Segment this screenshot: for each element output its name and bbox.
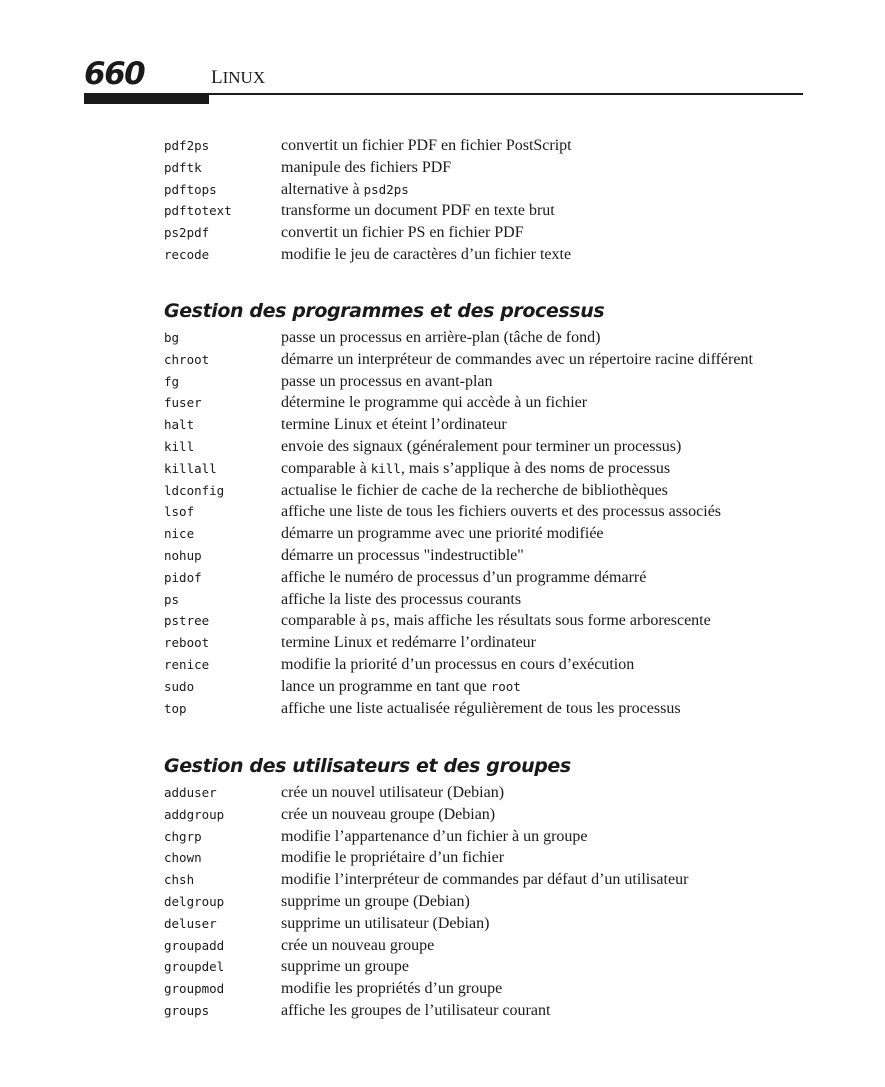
command-row: [164, 871, 824, 893]
command-name: kill: [164, 438, 195, 454]
command-description: [281, 700, 681, 718]
command-name: renice: [164, 656, 210, 672]
description-text: crée un nouveau groupe: [281, 936, 435, 954]
description-text: termine Linux et redémarre l’ordinateur: [281, 634, 536, 652]
command-name: fuser: [164, 395, 202, 411]
description-text: , mais affiche les résultats sous forme arborescente: [385, 612, 711, 630]
command-row: [164, 482, 824, 504]
command-row: [164, 612, 824, 634]
description-text: supprime un groupe (Debian): [281, 892, 470, 910]
command-name: deluser: [164, 915, 217, 931]
description-text: alternative à: [281, 180, 364, 198]
command-name: halt: [164, 417, 195, 433]
command-row: [164, 329, 824, 351]
command-row: [164, 591, 824, 613]
command-name: chroot: [164, 351, 210, 367]
description-text: démarre un interpréteur de commandes avec un répertoire racine différent: [281, 350, 753, 368]
command-description: [281, 958, 409, 976]
command-row: [164, 416, 824, 438]
description-text: détermine le programme qui accède à un fichier: [281, 394, 588, 412]
command-description: [281, 482, 668, 500]
command-description: [281, 438, 681, 456]
description-text: convertit un fichier PS en fichier PDF: [281, 224, 524, 242]
description-text: manipule des fichiers PDF: [281, 158, 452, 176]
command-row: [164, 181, 824, 203]
command-description: [281, 893, 470, 911]
description-text: affiche la liste des processus courants: [281, 590, 522, 608]
command-row: [164, 438, 824, 460]
command-list: [164, 137, 824, 268]
description-text: comparable à: [281, 459, 371, 477]
command-description: [281, 351, 753, 369]
command-description: [281, 828, 588, 846]
command-description: [281, 137, 572, 155]
command-row: [164, 373, 824, 395]
command-name: pdftk: [164, 159, 202, 175]
description-text: affiche une liste actualisée régulièrement de tous les processus: [281, 699, 681, 717]
command-name: chsh: [164, 872, 195, 888]
command-row: [164, 525, 824, 547]
command-name: groupmod: [164, 981, 225, 997]
command-description: [281, 980, 502, 998]
command-name: lsof: [164, 504, 195, 520]
command-description: [281, 915, 489, 933]
command-name: chown: [164, 850, 202, 866]
command-name: ps: [164, 591, 180, 607]
command-name: chgrp: [164, 828, 202, 844]
command-row: [164, 503, 824, 525]
inline-code: root: [490, 678, 521, 694]
command-row: [164, 246, 824, 268]
description-text: affiche les groupes de l’utilisateur courant: [281, 1001, 551, 1019]
command-row: [164, 1002, 824, 1024]
description-text: supprime un groupe: [281, 958, 409, 976]
command-description: [281, 416, 507, 434]
command-description: [281, 849, 504, 867]
command-list: [164, 784, 824, 1024]
command-description: [281, 159, 451, 177]
command-row: [164, 700, 824, 722]
command-description: [281, 937, 434, 955]
section-pdf-tools: [164, 137, 824, 268]
command-name: ps2pdf: [164, 225, 210, 241]
description-text: modifie la priorité d’un processus en cours d’exécution: [281, 655, 635, 673]
command-name: ldconfig: [164, 482, 225, 498]
command-name: recode: [164, 246, 210, 262]
command-description: [281, 181, 409, 199]
section-title: Gestion des utilisateurs et des groupes: [164, 755, 571, 777]
command-description: [281, 460, 670, 478]
command-name: killall: [164, 460, 217, 476]
section-users: [164, 754, 824, 1024]
command-row: [164, 849, 824, 871]
page-number: 660: [84, 56, 145, 92]
command-name: addgroup: [164, 806, 225, 822]
description-text: modifie l’appartenance d’un fichier à un groupe: [281, 827, 588, 845]
running-head: LINUX: [211, 67, 266, 88]
command-name: nice: [164, 526, 195, 542]
command-row: [164, 915, 824, 937]
command-row: [164, 893, 824, 915]
command-description: [281, 1002, 550, 1020]
command-row: [164, 634, 824, 656]
description-text: démarre un programme avec une priorité modifiée: [281, 525, 604, 543]
description-text: lance un programme en tant que: [281, 677, 491, 695]
description-text: , mais s’applique à des noms de processus: [400, 459, 671, 477]
command-row: [164, 202, 824, 224]
command-row: [164, 784, 824, 806]
command-description: [281, 678, 521, 696]
description-text: termine Linux et éteint l’ordinateur: [281, 416, 507, 434]
command-row: [164, 460, 824, 482]
command-name: reboot: [164, 635, 210, 651]
command-description: [281, 329, 600, 347]
command-description: [281, 202, 555, 220]
description-text: comparable à: [281, 612, 371, 630]
command-name: adduser: [164, 785, 217, 800]
description-text: passe un processus en arrière-plan (tâche de fond): [281, 329, 601, 346]
command-description: [281, 806, 495, 824]
command-row: [164, 656, 824, 678]
inline-code: psd2ps: [363, 181, 409, 197]
description-text: affiche une liste de tous les fichiers ouverts et des processus associés: [281, 503, 722, 521]
command-row: [164, 394, 824, 416]
command-description: [281, 547, 524, 565]
command-row: [164, 137, 824, 159]
command-description: [281, 871, 688, 889]
command-description: [281, 569, 646, 587]
command-row: [164, 547, 824, 569]
command-name: delgroup: [164, 893, 225, 909]
command-name: pdftotext: [164, 203, 232, 219]
command-name: groupdel: [164, 959, 225, 975]
description-text: modifie le propriétaire d’un fichier: [281, 849, 505, 867]
command-row: [164, 678, 824, 700]
description-text: passe un processus en avant-plan: [281, 372, 493, 390]
command-name: fg: [164, 373, 180, 389]
command-name: pidof: [164, 569, 202, 585]
command-name: pdftops: [164, 181, 217, 197]
description-text: actualise le fichier de cache de la recherche de bibliothèques: [281, 481, 668, 499]
command-description: [281, 784, 504, 802]
command-description: [281, 224, 524, 242]
description-text: supprime un utilisateur (Debian): [281, 914, 490, 932]
command-row: [164, 828, 824, 850]
command-description: [281, 373, 493, 391]
command-row: [164, 569, 824, 591]
description-text: démarre un processus "indestructible": [281, 546, 524, 564]
command-description: [281, 503, 721, 521]
description-text: modifie l’interpréteur de commandes par défaut d’un utilisateur: [281, 871, 689, 889]
command-description: [281, 634, 536, 652]
command-name: groups: [164, 1002, 210, 1018]
command-description: [281, 591, 521, 609]
command-description: [281, 525, 604, 543]
command-name: sudo: [164, 678, 195, 694]
command-name: bg: [164, 330, 180, 345]
command-list: [164, 329, 824, 721]
section-processes: [164, 299, 824, 721]
command-row: [164, 224, 824, 246]
description-text: convertit un fichier PDF en fichier PostScript: [281, 137, 572, 154]
section-title: Gestion des programmes et des processus: [164, 300, 605, 322]
description-text: crée un nouvel utilisateur (Debian): [281, 784, 505, 801]
command-row: [164, 806, 824, 828]
command-name: nohup: [164, 547, 202, 563]
command-name: groupadd: [164, 937, 225, 953]
description-text: affiche le numéro de processus d’un programme démarré: [281, 568, 647, 586]
command-description: [281, 656, 634, 674]
command-row: [164, 159, 824, 181]
command-row: [164, 351, 824, 373]
description-text: envoie des signaux (généralement pour terminer un processus): [281, 437, 682, 455]
command-row: [164, 980, 824, 1002]
description-text: crée un nouveau groupe (Debian): [281, 805, 496, 823]
command-row: [164, 937, 824, 959]
description-text: modifie le jeu de caractères d’un fichier texte: [281, 245, 572, 263]
inline-code: kill: [370, 460, 401, 476]
command-description: [281, 246, 571, 264]
description-text: modifie les propriétés d’un groupe: [281, 980, 503, 998]
command-name: pdf2ps: [164, 138, 210, 153]
command-row: [164, 958, 824, 980]
command-description: [281, 394, 587, 412]
command-description: [281, 612, 711, 630]
header-bar: [84, 95, 209, 104]
command-name: top: [164, 700, 187, 716]
description-text: transforme un document PDF en texte brut: [281, 202, 555, 220]
command-name: pstree: [164, 613, 210, 629]
inline-code: ps: [370, 613, 386, 629]
